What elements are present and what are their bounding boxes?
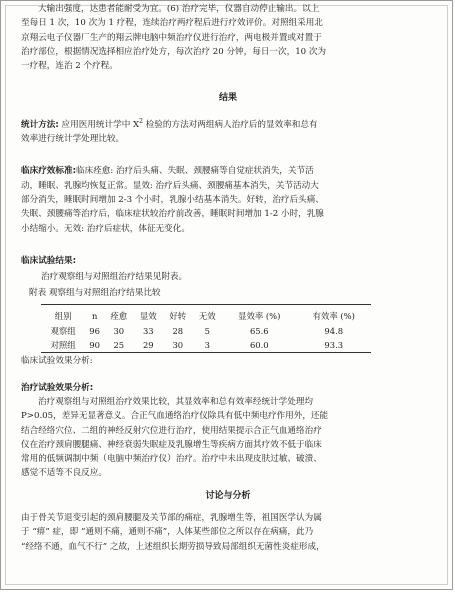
table-cell: 90 (85, 338, 104, 353)
text-fragment: 临床痊愈: 治疗后头痛、失眠、颈腰痛等自觉症状消失，关节活 (76, 166, 314, 177)
text-line: 仪在治疗颈肩腰腿痛、神经衰弱失眠症及乳腺增生等疾病方面其疗效不低于临床 (21, 439, 322, 450)
text-line: 于 “痹” 症，即 “通则不痛，通则不痛”，人体某些部位之所以存在病痛，此乃 (21, 527, 314, 538)
text-line (21, 118, 435, 132)
table-note: 临床试验效果分析: (21, 356, 93, 367)
criteria-paragraph (21, 164, 435, 235)
text-fragment: 检验的方法对两组病人治疗后的显效率和总有 (142, 119, 318, 130)
discussion-paragraph (21, 511, 435, 554)
results-table (41, 304, 371, 354)
stats-method-paragraph (21, 118, 435, 147)
text-line: 治疗观察组与对照组治疗效果比较，其显效率和总有效率经统计学处理均 (38, 396, 314, 407)
table-cell: 3 (193, 338, 223, 353)
table-header-cell: 显效 (134, 304, 164, 324)
text-fragment: 应用医用统计学中 X (61, 119, 140, 130)
table-header-cell: 无效 (193, 304, 223, 324)
text-line: 感觉不适等不良反应。 (21, 468, 107, 479)
text-line: 常用的低频调制中频（电脑中频治疗仪）治疗。治疗中未出现皮肤过敏、破溃、 (21, 454, 322, 465)
table-cell: 对照组 (41, 338, 85, 353)
text-line: 至每日 1 次，10 次为 1 疗程，连续治疗两疗程后进行疗效评价。对照组采用北 (21, 18, 323, 29)
analysis-label: 治疗试验效果分析: (21, 382, 94, 393)
table-cell: 30 (113, 325, 125, 336)
table-cell: 33 (142, 325, 154, 336)
table-header-cell: 组别 (41, 304, 85, 324)
table-cell: 30 (163, 338, 193, 353)
table-cell: 60.0 (222, 338, 296, 353)
table-row (41, 324, 371, 338)
text-line: 治疗部位，根据情况选择相应治疗处方，每次治疗 20 分钟，每日一次，10 次为 (21, 46, 327, 57)
text-line: 失眠、颈腰痛等治疗后，临床症状较治疗前改善，睡眠时间增加 1-2 小时，乳腺 (21, 209, 324, 220)
text-line: “经络不通，血气不行” 之故，上述组织长期劳损导致局部组织无菌性炎症形成， (21, 541, 325, 552)
trial-results-line: 治疗观察组与对照组治疗结果见附表。 (41, 272, 188, 283)
text-line: 大输出强度，达患者能耐受为宜。(6) 治疗完毕，仪器自动停止输出。以上 (38, 4, 320, 14)
trial-results-label: 临床试验结果: (21, 255, 76, 266)
table-cell: 25 (104, 338, 134, 353)
text-line: P>0.05，差异无显著意义。合正气血通络治疗仪除具有低中频电疗作用外，还能 (21, 411, 329, 422)
table-header-cell: 有效率 (%) (297, 304, 372, 324)
table-cell: 观察组 (50, 325, 76, 336)
table-caption: 附表 观察组与对照组治疗结果比较 (29, 288, 161, 299)
intro-paragraph (21, 2, 435, 73)
table-header-cell: 显效率 (%) (222, 304, 296, 324)
document-page (21, 0, 435, 554)
text-line: 一疗程，连治 2 个疗程。 (21, 61, 118, 72)
table-header-row (41, 304, 371, 324)
results-heading: 结果 (218, 93, 237, 104)
text-line: 效率进行统计学处理比较。 (21, 134, 125, 145)
stats-method-label: 统计方法: (21, 119, 59, 130)
criteria-label: 临床疗效标准: (21, 166, 76, 177)
text-line: 由于骨关节退变引起的颈肩腰腿及关节部的痛症，乳腺增生等，祖国医学认为属 (21, 513, 322, 524)
table-cell: 94.8 (324, 325, 344, 336)
text-line: 结合经络穴位、二组的神经反射穴位进行治疗，使用结果提示合正气血通络治疗 (21, 425, 322, 436)
text-line (21, 164, 435, 178)
text-line: 部分消失，睡眠时间增加 2-3 个小时，乳腺小结基本消失。好转，治疗后头痛、 (21, 194, 324, 205)
table-header-cell: 好转 (163, 304, 193, 324)
text-line: 京翔云电子仪器厂生产的翔云牌电脑中频治疗仪进行治疗，两电极并置或对置于 (21, 32, 322, 43)
results-table-wrap (41, 304, 371, 354)
table-cell: 96 (89, 325, 100, 336)
table-header-cell: 痊愈 (104, 304, 134, 324)
table-header-cell: n (85, 304, 104, 324)
table-cell: 93.3 (297, 338, 372, 353)
table-cell: 65.6 (249, 325, 269, 336)
table-cell: 28 (172, 325, 184, 336)
table-row (41, 338, 371, 353)
text-line: 小结缩小。无效: 治疗后症状，体征无变化。 (21, 223, 190, 234)
discussion-heading: 讨论与分析 (205, 490, 251, 501)
text-line: 动，睡眠、乳腺均恢复正常。显效: 治疗后头痛、颈腰痛基本消失，关节活动大 (21, 180, 319, 191)
analysis-paragraph (21, 381, 435, 481)
table-cell: 29 (134, 338, 164, 353)
superscript: 2 (139, 117, 143, 125)
table-cell: 5 (204, 325, 210, 336)
